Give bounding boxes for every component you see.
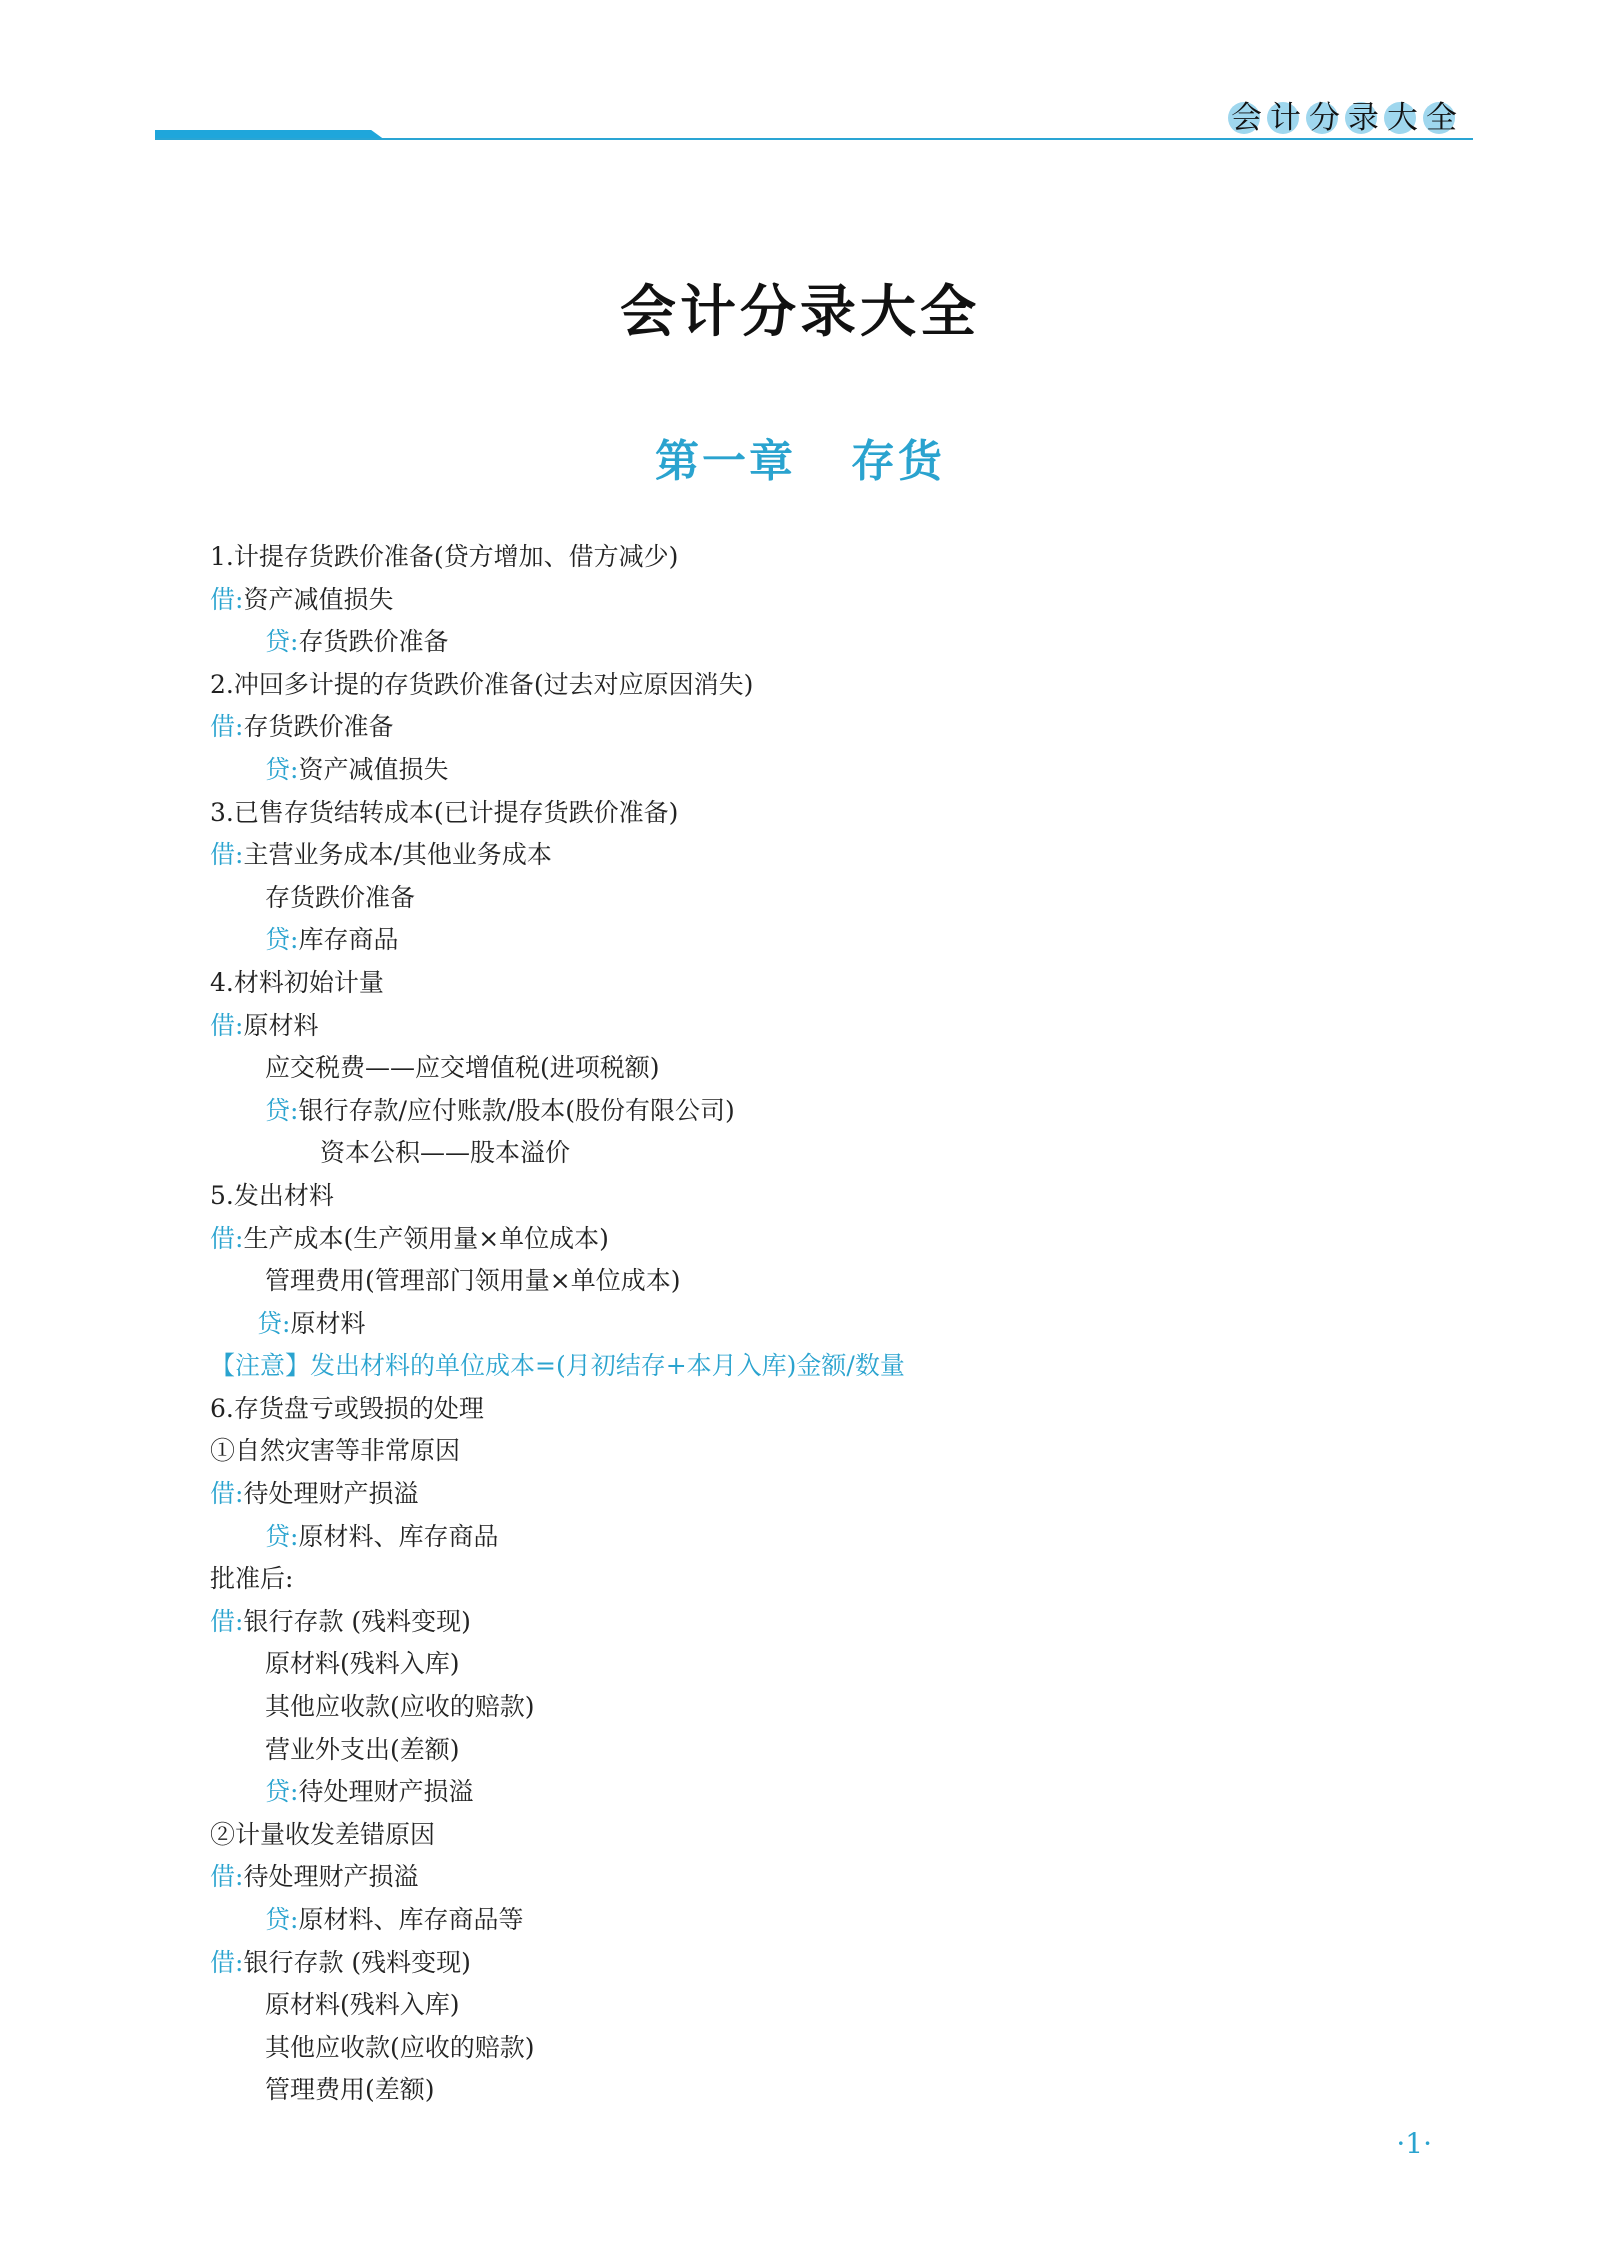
text-line bbox=[210, 1388, 1410, 1431]
text-line bbox=[210, 1430, 1410, 1473]
credit-label: 贷: bbox=[265, 1777, 299, 1807]
line-text: 银行存款/应付账款/股本(股份有限公司) bbox=[298, 1095, 735, 1125]
line-text: 3.已售存货结转成本(已计提存货跌价准备) bbox=[210, 797, 679, 827]
entry-line bbox=[210, 1005, 1410, 1048]
line-text: 2.冲回多计提的存货跌价准备(过去对应原因消失) bbox=[210, 669, 754, 699]
line-text: 原材料(残料入库) bbox=[265, 1990, 460, 2020]
text-line bbox=[210, 792, 1410, 835]
debit-label: 借: bbox=[210, 1010, 244, 1040]
entry-line bbox=[210, 1601, 1410, 1644]
header-char: 计 bbox=[1270, 100, 1309, 136]
line-text: 资产减值损失 bbox=[243, 584, 394, 614]
text-line bbox=[210, 1047, 1410, 1090]
entry-line bbox=[210, 1771, 1410, 1814]
text-line bbox=[210, 1643, 1410, 1686]
header-rule bbox=[155, 138, 1473, 140]
text-line bbox=[210, 1814, 1410, 1857]
header-char: 全 bbox=[1426, 100, 1465, 136]
entry-line bbox=[210, 621, 1410, 664]
line-text: 待处理财产损溢 bbox=[298, 1777, 474, 1807]
debit-label: 借: bbox=[210, 1223, 244, 1253]
line-text: 原材料、库存商品 bbox=[298, 1521, 499, 1551]
debit-label: 借: bbox=[210, 584, 244, 614]
line-text: 1.计提存货跌价准备(贷方增加、借方减少) bbox=[210, 542, 679, 571]
header-char: 录 bbox=[1348, 100, 1387, 136]
entry-line bbox=[210, 749, 1410, 792]
text-line bbox=[210, 962, 1410, 1005]
note-line bbox=[210, 1345, 1410, 1388]
line-text: 存货跌价准备 bbox=[243, 712, 394, 742]
line-text: 【注意】发出材料的单位成本=(月初结存+本月入库)金额/数量 bbox=[210, 1351, 905, 1381]
line-text: 生产成本(生产领用量×单位成本) bbox=[243, 1223, 609, 1253]
credit-label: 贷: bbox=[265, 627, 299, 657]
text-line bbox=[210, 1984, 1410, 2027]
credit-label: 贷: bbox=[257, 1308, 291, 1338]
line-text: 管理费用(管理部门领用量×单位成本) bbox=[265, 1266, 681, 1296]
document-title: 会计分录大全 bbox=[620, 279, 980, 345]
credit-label: 贷: bbox=[265, 925, 299, 955]
entry-line bbox=[210, 706, 1410, 749]
debit-label: 借: bbox=[210, 712, 244, 742]
line-text: 其他应收款(应收的赔款) bbox=[265, 2032, 535, 2062]
page-number: ·1· bbox=[1396, 2127, 1432, 2160]
line-text: 原材料(残料入库) bbox=[265, 1649, 460, 1679]
line-text: 5.发出材料 bbox=[210, 1180, 334, 1210]
line-text: 营业外支出(差额) bbox=[265, 1734, 460, 1764]
entry-line bbox=[210, 1899, 1410, 1942]
text-line bbox=[210, 1686, 1410, 1729]
credit-label: 贷: bbox=[265, 1905, 299, 1934]
line-text: 应交税费——应交增值税(进项税额) bbox=[265, 1053, 660, 1083]
text-line bbox=[210, 1132, 1410, 1175]
line-text: 主营业务成本/其他业务成本 bbox=[243, 840, 552, 870]
entry-line bbox=[210, 1218, 1410, 1261]
line-text: 银行存款 (残料变现) bbox=[243, 1606, 471, 1636]
chapter-name: 存货 bbox=[850, 436, 945, 487]
line-text: 银行存款 (残料变现) bbox=[243, 1947, 471, 1977]
entry-line bbox=[210, 1090, 1410, 1133]
line-text: 待处理财产损溢 bbox=[243, 1862, 419, 1892]
text-line bbox=[210, 1175, 1410, 1218]
entry-line bbox=[210, 1516, 1410, 1559]
text-line bbox=[210, 1558, 1410, 1601]
line-text: 批准后: bbox=[210, 1564, 294, 1594]
credit-label: 贷: bbox=[265, 754, 299, 784]
line-text: ①自然灾害等非常原因 bbox=[210, 1436, 461, 1466]
chapter-number: 第一章 bbox=[655, 436, 797, 487]
line-text: 待处理财产损溢 bbox=[243, 1479, 419, 1509]
text-line bbox=[210, 877, 1410, 920]
header-char: 大 bbox=[1387, 100, 1426, 136]
entry-line bbox=[210, 1473, 1410, 1516]
text-line bbox=[210, 2069, 1410, 2112]
line-text: 库存商品 bbox=[298, 925, 399, 955]
entry-line bbox=[210, 1942, 1410, 1985]
line-text: 6.存货盘亏或毁损的处理 bbox=[210, 1393, 484, 1423]
text-line bbox=[210, 1260, 1410, 1303]
debit-label: 借: bbox=[210, 1947, 244, 1977]
line-text: 4.材料初始计量 bbox=[210, 967, 384, 997]
line-text: 资产减值损失 bbox=[298, 754, 449, 784]
line-text: 资本公积——股本溢价 bbox=[320, 1138, 571, 1168]
running-header-title bbox=[1231, 100, 1465, 136]
debit-label: 借: bbox=[210, 1606, 244, 1636]
text-line bbox=[210, 536, 1410, 579]
line-text: 原材料 bbox=[290, 1308, 366, 1338]
entry-line bbox=[210, 919, 1410, 962]
line-text: 管理费用(差额) bbox=[265, 2075, 435, 2105]
chapter-heading bbox=[0, 425, 1600, 489]
credit-label: 贷: bbox=[265, 1095, 299, 1125]
running-header bbox=[155, 100, 1473, 145]
text-line bbox=[210, 664, 1410, 707]
debit-label: 借: bbox=[210, 1479, 244, 1509]
line-text: 其他应收款(应收的赔款) bbox=[265, 1692, 535, 1722]
header-char: 会 bbox=[1231, 100, 1270, 136]
journal-entries bbox=[210, 536, 1410, 2112]
debit-label: 借: bbox=[210, 1862, 244, 1892]
line-text: 存货跌价准备 bbox=[265, 882, 416, 912]
header-char: 分 bbox=[1309, 100, 1348, 136]
text-line bbox=[210, 1729, 1410, 1772]
line-text: 原材料 bbox=[243, 1010, 319, 1040]
entry-line bbox=[210, 1856, 1410, 1899]
entry-line bbox=[210, 1303, 1410, 1346]
entry-line bbox=[210, 579, 1410, 622]
credit-label: 贷: bbox=[265, 1521, 299, 1551]
entry-line bbox=[210, 834, 1410, 877]
debit-label: 借: bbox=[210, 840, 244, 870]
text-line bbox=[210, 2027, 1410, 2070]
line-text: ②计量收发差错原因 bbox=[210, 1819, 436, 1849]
line-text: 存货跌价准备 bbox=[298, 627, 449, 657]
line-text: 原材料、库存商品等 bbox=[298, 1905, 524, 1934]
